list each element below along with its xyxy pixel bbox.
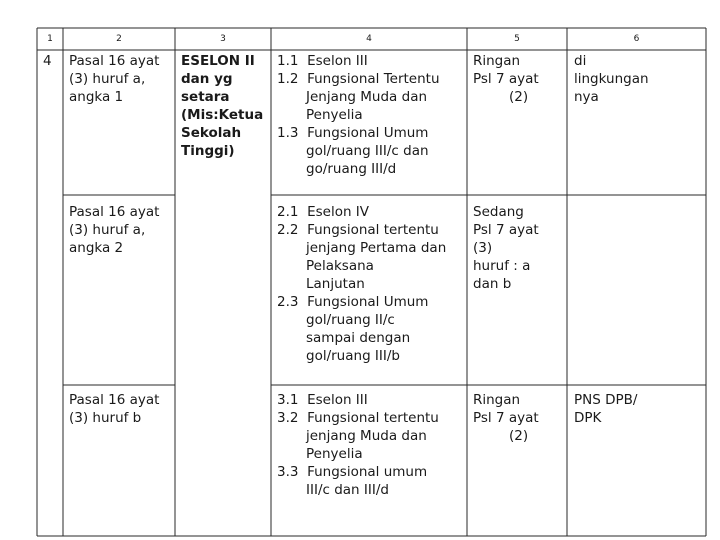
group-level-line: dan yg	[181, 71, 233, 87]
penalty-line: (2)	[509, 428, 529, 444]
reference-line: (3) huruf b	[69, 410, 142, 426]
position-item	[277, 70, 440, 88]
position-item	[277, 463, 439, 481]
penalty-line: Ringan	[473, 392, 521, 408]
header-col-3: 3	[220, 34, 226, 44]
position-item	[277, 203, 446, 221]
position-number: 3.2	[277, 410, 299, 426]
reference-line: Pasal 16 ayat	[69, 392, 160, 408]
position-number: 1.3	[277, 125, 299, 141]
penalty-line: Sedang	[473, 204, 524, 220]
positions-cell	[277, 391, 439, 499]
header-col-6: 6	[633, 34, 640, 44]
penalty-line: Psl 7 ayat	[473, 222, 539, 238]
position-item	[277, 52, 440, 70]
position-number: 1.1	[277, 53, 299, 69]
group-level-line: setara	[181, 89, 230, 105]
position-text: Penyelia	[306, 446, 363, 462]
position-text: sampai dengan	[306, 330, 411, 346]
position-text: gol/ruang III/b	[306, 348, 400, 364]
position-number: 2.3	[277, 294, 299, 310]
position-text: Eselon III	[307, 392, 368, 408]
position-text: Fungsional tertentu	[307, 222, 439, 238]
position-number: 1.2	[277, 71, 299, 87]
reference-cell	[69, 203, 159, 257]
header-col-4: 4	[366, 34, 372, 44]
group-level-line: ESELON II	[181, 53, 255, 69]
position-text: jenjang Pertama dan	[306, 240, 447, 256]
penalty-cell	[473, 391, 539, 445]
position-text: gol/ruang II/c	[306, 312, 395, 328]
reference-line: angka 2	[69, 240, 124, 256]
position-number: 3.3	[277, 464, 299, 480]
position-text: Penyelia	[306, 107, 363, 123]
group-level	[181, 52, 263, 160]
row-number: 4	[43, 53, 52, 69]
position-text: Eselon III	[307, 53, 368, 69]
position-text: Fungsional Umum	[307, 125, 429, 141]
header-col-1: 1	[47, 34, 53, 44]
penalty-line: (2)	[509, 89, 529, 105]
penalty-cell	[473, 203, 539, 293]
position-text: III/c dan III/d	[306, 482, 389, 498]
scope-line: PNS DPB/	[574, 392, 638, 408]
positions-cell	[277, 203, 446, 365]
position-text: go/ruang III/d	[306, 161, 397, 177]
position-text: jenjang Muda dan	[306, 428, 427, 444]
scope-line: lingkungan	[574, 71, 649, 87]
reference-line: Pasal 16 ayat	[69, 53, 160, 69]
scope-line: di	[574, 53, 587, 69]
penalty-line: Psl 7 ayat	[473, 410, 539, 426]
position-item	[277, 124, 440, 142]
position-text: Lanjutan	[306, 276, 365, 292]
scope-line: nya	[574, 89, 599, 105]
penalty-line: Psl 7 ayat	[473, 71, 539, 87]
reference-line: (3) huruf a,	[69, 71, 146, 87]
positions-cell	[277, 52, 440, 178]
reference-line: (3) huruf a,	[69, 222, 146, 238]
header-col-2: 2	[116, 34, 122, 44]
penalty-line: (3)	[473, 240, 493, 256]
penalty-line: dan b	[473, 276, 512, 292]
penalty-line: Ringan	[473, 53, 521, 69]
scope-cell	[574, 52, 649, 106]
reference-cell	[69, 391, 159, 427]
header-col-5: 5	[514, 34, 520, 44]
position-item	[277, 409, 439, 427]
position-number: 3.1	[277, 392, 299, 408]
penalty-line: huruf : a	[473, 258, 531, 274]
reference-cell	[69, 52, 159, 106]
penalty-cell	[473, 52, 539, 106]
group-level-line: Sekolah	[181, 125, 242, 141]
position-text: Fungsional umum	[307, 464, 428, 480]
scope-cell	[574, 391, 637, 427]
position-item	[277, 221, 446, 239]
position-number: 2.1	[277, 204, 299, 220]
position-text: Jenjang Muda dan	[306, 89, 428, 105]
position-number: 2.2	[277, 222, 299, 238]
reference-line: Pasal 16 ayat	[69, 204, 160, 220]
position-item	[277, 293, 446, 311]
position-text: Eselon IV	[307, 204, 370, 220]
position-text: gol/ruang III/c dan	[306, 143, 429, 159]
scope-line: DPK	[574, 410, 602, 426]
position-text: Fungsional Umum	[307, 294, 429, 310]
group-level-line: (Mis:Ketua	[181, 107, 264, 123]
position-text: Pelaksana	[306, 258, 374, 274]
reference-line: angka 1	[69, 89, 124, 105]
position-text: Fungsional tertentu	[307, 410, 439, 426]
position-text: Fungsional Tertentu	[307, 71, 440, 87]
position-item	[277, 391, 439, 409]
group-level-line: Tinggi)	[181, 143, 235, 159]
